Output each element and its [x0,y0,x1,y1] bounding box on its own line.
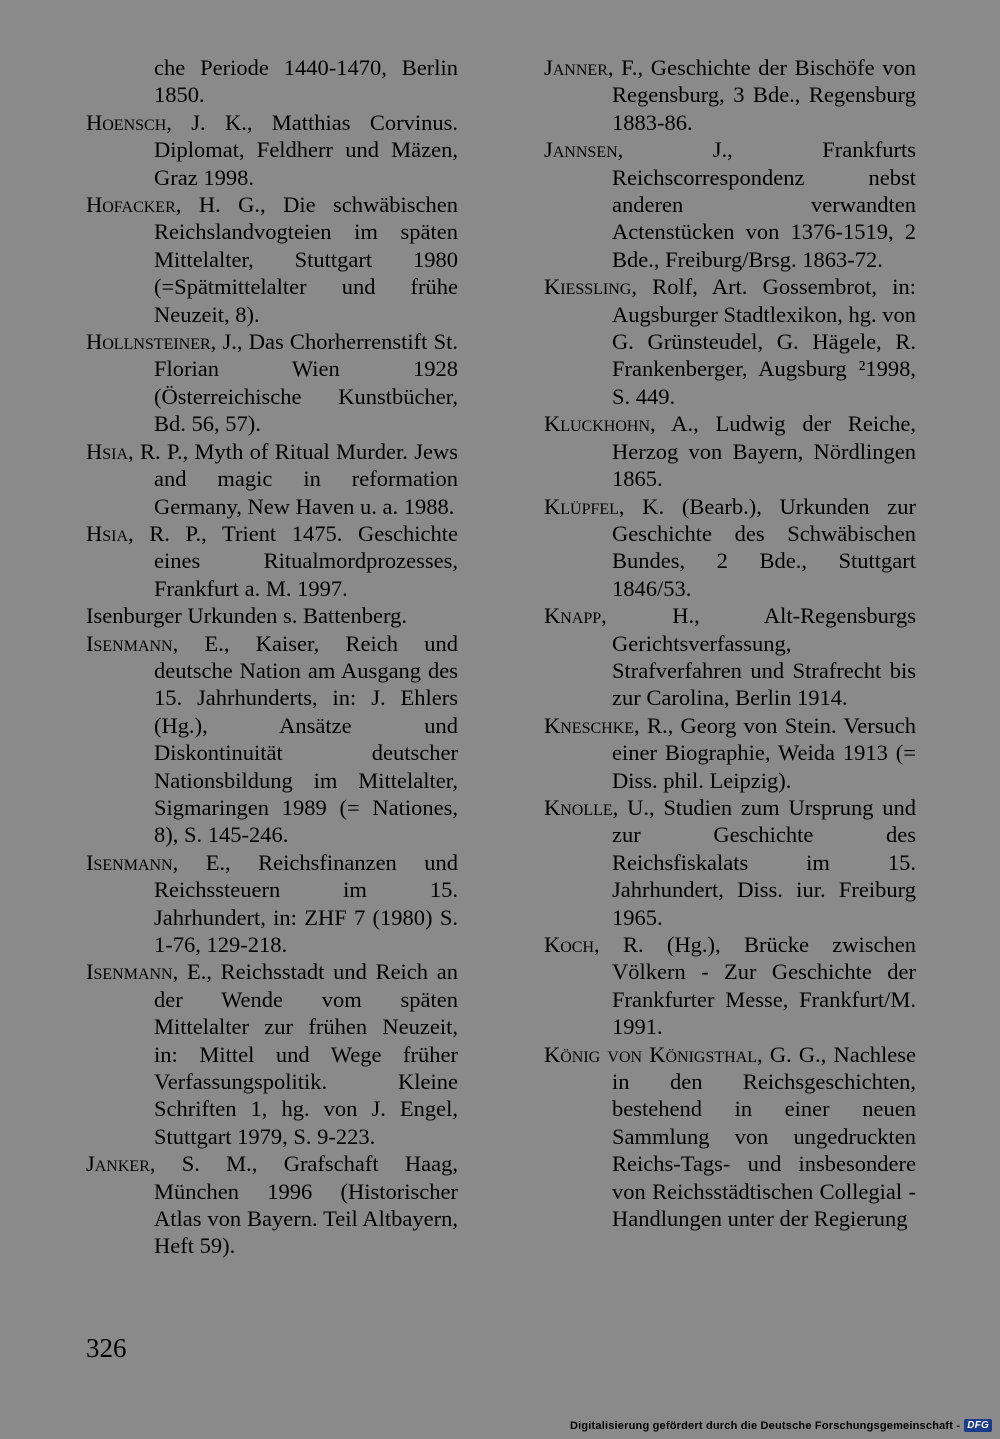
dfg-logo: DFG [964,1419,992,1432]
author-name: Hofacker, [86,192,182,218]
digitization-footer [570,1419,992,1432]
author-name: Kneschke, [544,712,640,738]
footer-text: Digitalisierung gefördert durch die Deutsche Forschungsgemeinschaft - [569,1419,961,1432]
author-name: Janner, [544,55,614,80]
author-name: Hollnsteiner, [86,329,217,355]
bibliography-entry: Knapp, H., Alt-Regensburgs Gerichtsverfassung, Strafverfahren und Strafrecht bis zur Carolina, Berlin 1914. [544,603,916,711]
author-name: Isenmann, [86,630,179,656]
bibliography-entry: Kiessling, Rolf, Art. Gossembrot, in: Augsburger Stadtlexikon, hg. von G. Grünsteudel, G. Hägele, R. Frankenberger, Augsburg ²1998, S. 449. [544,274,916,409]
bibliography-column-left [86,54,458,1260]
author-name: Hsia, [86,438,134,464]
author-name: Knolle, [544,794,619,820]
bibliography-entry: Isenmann, E., Reichsfinanzen und Reichssteuern im 15. Jahrhundert, in: ZHF 7 (1980) S. 1-76, 129-218. [86,849,458,957]
bibliography-entry: Janker, S. M., Grafschaft Haag, München 1996 (Historischer Atlas von Bayern. Teil Altbayern, Heft 59). [86,1151,458,1259]
author-name: Isenmann, [86,849,179,875]
author-name: Jannsen, [544,137,624,163]
author-name: Isenmann, [86,959,179,985]
author-name: Hsia, [86,520,134,546]
bibliography-entry: König von Königsthal, G. G., Nachlese in den Reichsgeschichten, bestehend in einer neuen Sammlung von ungedruckten Reichs-Tags- und insbesondere von Reichsstädtischen Collegial - Handlungen unter der Regierung [544,1041,917,1232]
author-name: Kluckhohn, [544,411,656,437]
author-name: Klüpfel, [544,493,625,519]
bibliography-entry: Isenmann, E., Kaiser, Reich und deutsche Nation am Ausgang des 15. Jahrhunderts, in: J. Ehlers (Hg.), Ansätze und Diskontinuität deutscher Nationsbildung im Mittelalter, Sigmaringen 1989 (= Nationes, 8), S. 145-246. [86,630,458,848]
bibliography-entry: Isenburger Urkunden s. Battenberg. [86,603,407,629]
bibliography-column-right [544,54,916,1232]
bibliography-entry: Kluckhohn, A., Ludwig der Reiche, Herzog von Bayern, Nördlingen 1865. [544,411,916,492]
bibliography-entry: Jannsen, J., Frankfurts Reichscorrespondenz nebst anderen verwandten Actenstücken von 1376-1519, 2 Bde., Freiburg/Brsg. 1863-72. [544,137,916,272]
author-name: Janker, [86,1151,156,1177]
bibliography-entry: Knolle, U., Studien zum Ursprung und zur Geschichte des Reichsfiskalats im 15. Jahrhundert, Diss. iur. Freiburg 1965. [544,794,916,930]
page-number: 326 [86,1333,127,1363]
author-name: Kiessling, [544,274,637,300]
bibliography-entry: Koch, R. (Hg.), Brücke zwischen Völkern - Zur Geschichte der Frankfurter Messe, Frankfurt/M. 1991. [544,932,916,1040]
bibliography-entry: Hsia, R. P., Trient 1475. Geschichte eines Ritualmordprozesses, Frankfurt a. M. 1997. [86,520,458,601]
bibliography-entry: Janner, F., Geschichte der Bischöfe von Regensburg, 3 Bde., Regensburg 1883-86. [544,55,916,135]
author-name: Knapp, [544,603,607,629]
bibliography-entry: Hofacker, H. G., Die schwäbischen Reichslandvogteien im späten Mittelalter, Stuttgart 1980 (=Spätmittelalter und frühe Neuzeit, 8). [86,192,458,327]
bibliography-entry: Kneschke, R., Georg von Stein. Versuch einer Biographie, Weida 1913 (= Diss. phil. Leipzig). [544,712,916,793]
author-name: König von Königsthal, [544,1041,763,1067]
bibliography-entry: Hollnsteiner, J., Das Chorherrenstift St. Florian Wien 1928 (Österreichische Kunstbücher, Bd. 56, 57). [86,329,458,437]
author-name: Koch, [544,932,600,957]
bibliography-entry: Hoensch, J. K., Matthias Corvinus. Diplomat, Feldherr und Mäzen, Graz 1998. [86,109,458,190]
bibliography-entry: Klüpfel, K. (Bearb.), Urkunden zur Geschichte des Schwäbischen Bundes, 2 Bde., Stuttgart 1846/53. [544,493,916,601]
author-name: Hoensch, [86,109,172,135]
bibliography-entry: che Periode 1440-1470, Berlin 1850. [154,55,458,108]
bibliography-entry: Hsia, R. P., Myth of Ritual Murder. Jews and magic in reformation Germany, New Haven u. a. 1988. [86,438,458,519]
bibliography-entry: Isenmann, E., Reichsstadt und Reich an der Wende vom späten Mittelalter zur frühen Neuzeit, in: Mittel und Wege früher Verfassungspolitik. Kleine Schriften 1, hg. von J. Engel, Stuttgart 1979, S. 9-223. [86,959,458,1149]
